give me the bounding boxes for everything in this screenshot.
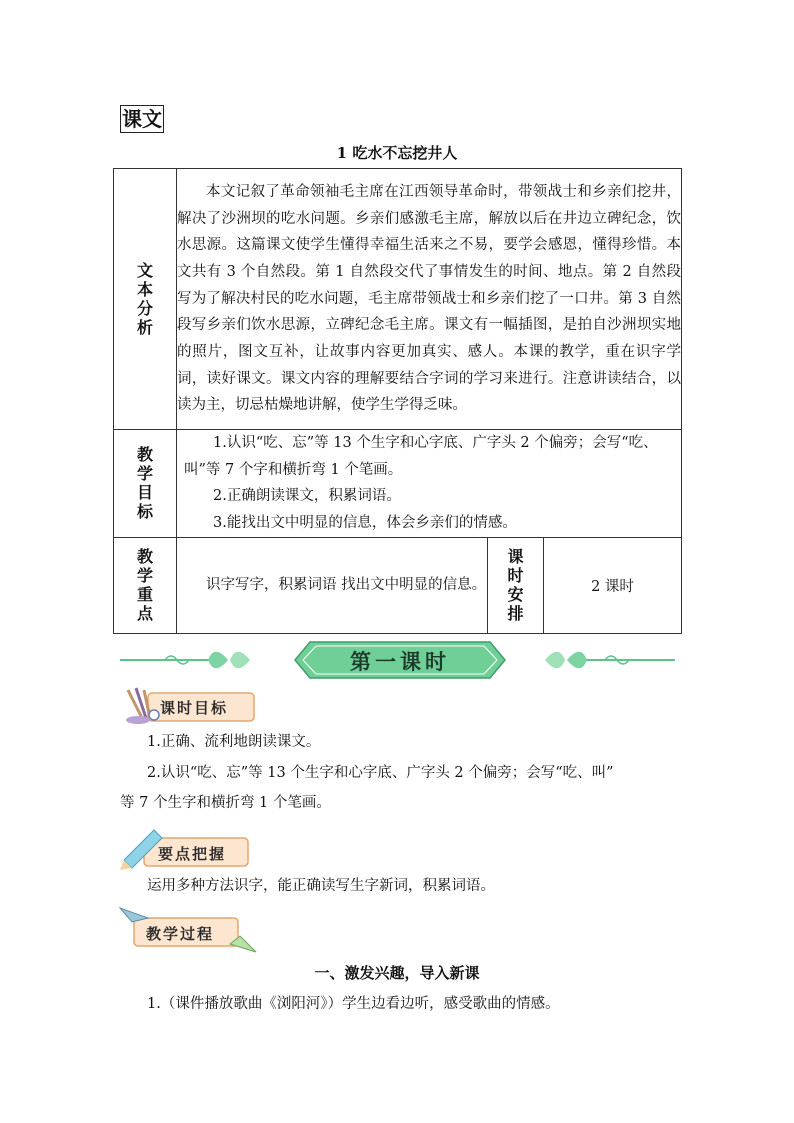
- process-badge: [118, 904, 258, 954]
- lesson-period-banner: [120, 640, 675, 680]
- objective-item-continued: 等 7 个生字和横折弯 1 个笔画。: [120, 795, 331, 811]
- goals-row: [114, 430, 682, 538]
- key-points-text: 运用多种方法识字，能正确读写生字新词，积累词语。: [147, 878, 495, 894]
- leaf-icon: [230, 652, 250, 669]
- leaf-icon: [567, 652, 587, 669]
- section-title: 一、激发兴趣，导入新课: [314, 964, 480, 982]
- objective-item: 2.认识“吃、忘”等 13 个生字和心字底、广字头 2 个偏旁；会写“吃、叫”: [147, 765, 614, 781]
- goal-item: 2.正确朗读课文，积累词语。: [213, 488, 401, 505]
- objectives-badge-label: 课时目标: [160, 699, 229, 717]
- leaf-icon: [208, 652, 228, 669]
- banner-title: 第一课时: [350, 650, 450, 674]
- key-points-badge-label: 要点把握: [158, 845, 227, 863]
- process-step: 1.（课件播放歌曲《浏阳河》）学生边看边听，感受歌曲的情感。: [147, 996, 560, 1012]
- goal-item: 1.认识“吃、忘”等 13 个生字和心字底、广字头 2 个偏旁；会写“吃、叫”等 7 个字和横折弯 1 个笔画。: [184, 435, 658, 478]
- objective-item: 1.正确、流利地朗读课文。: [147, 734, 321, 750]
- goal-item: 3.能找出文中明显的信息，体会乡亲们的情感。: [213, 515, 517, 532]
- lesson-analysis-table: [113, 168, 682, 634]
- key-points-badge: [118, 826, 258, 870]
- goals-label: 教 学 目 标: [114, 430, 177, 538]
- focus-text: 识字写字，积累词语 找出文中明显的信息。: [177, 537, 488, 633]
- kewen-label: 课文: [122, 107, 162, 131]
- schedule-value: 2 课时: [544, 537, 682, 633]
- leaf-icon: [545, 652, 565, 669]
- schedule-label: 课 时 安 排: [488, 537, 544, 633]
- analysis-label: 文 本 分 析: [114, 169, 177, 430]
- analysis-row: [114, 169, 682, 430]
- objectives-badge: [120, 686, 260, 726]
- focus-row: [114, 537, 682, 633]
- focus-label: 教 学 重 点: [114, 537, 177, 633]
- process-badge-label: 教学过程: [146, 925, 215, 943]
- analysis-text: 本文记叙了革命领袖毛主席在江西领导革命时，带领战士和乡亲们挖井，解决了沙洲坝的吃水问题。乡亲们感激毛主席，解放以后在井边立碑纪念，饮水思源。这篇课文使学生懂得幸福生活来之不易，要学会感恩，懂得珍惜。本文共有 3 个自然段。第 1 自然段交代了事情发生的时间、地点。第 2 自然段写为了解决村民的吃水问题，毛主席带领战士和乡亲们挖了一口井。第 3 自然段写乡亲们饮水思源，立碑纪念毛主席。课文有一幅插图，是拍自沙洲坝实地的照片，图文互补，让故事内容更加真实、感人。本课的教学，重在识字学词，读好课文。课文内容的理解要结合字词的学习来进行。注意讲读结合，以读为主，切忌枯燥地讲解，使学生学得乏味。: [177, 169, 682, 430]
- goals-list: [177, 430, 682, 538]
- lesson-title: 1 吃水不忘挖井人: [336, 144, 458, 162]
